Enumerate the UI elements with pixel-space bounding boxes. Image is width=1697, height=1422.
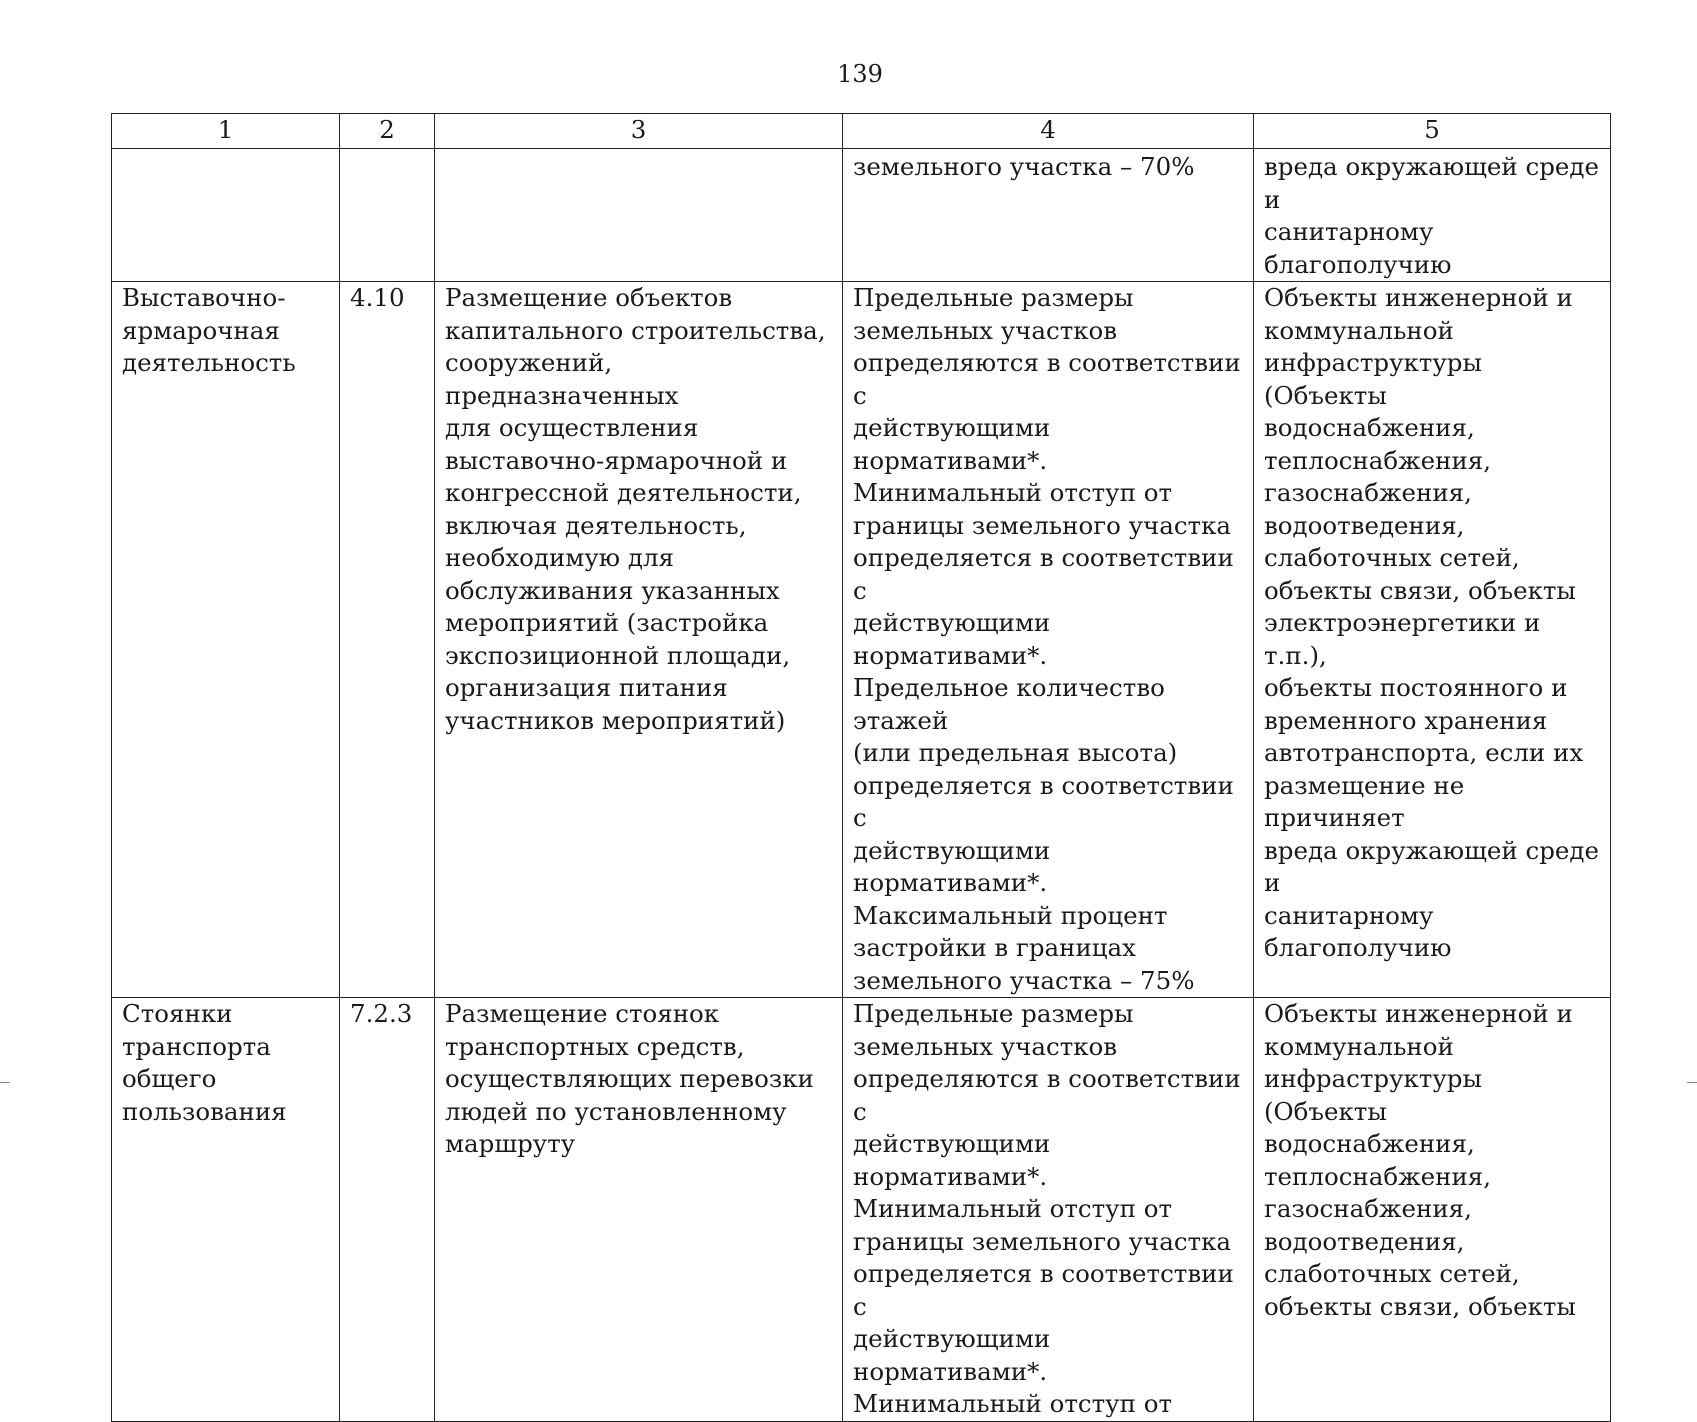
cell-use-description: Размещение объектов капитального строительства, сооружений, предназначенных для осуществления выставочно-ярмарочной и конгрессной деятельности, включая деятельность, необходимую для обслуживания указанных мероприятий (застройка экспозиционной площади, организация питания участников мероприятий)	[435, 282, 843, 998]
zoning-table	[111, 113, 1611, 1422]
table-row-exhibition	[112, 282, 1611, 998]
column-number-2: 2	[340, 114, 435, 149]
left-margin-mark	[0, 1082, 10, 1083]
cell-use-code	[340, 149, 435, 282]
column-number-header-row	[112, 114, 1611, 149]
column-number-4: 4	[843, 114, 1254, 149]
cell-auxiliary-objects: Объекты инженерной и коммунальной инфраструктуры (Объекты водоснабжения, теплоснабжения, газоснабжения, водоотведения, слаботочных сетей, объекты связи, объекты	[1254, 998, 1611, 1422]
cell-auxiliary-objects: Объекты инженерной и коммунальной инфраструктуры (Объекты водоснабжения, теплоснабжения, газоснабжения, водоотведения, слаботочных сетей, объекты связи, объекты электроэнергетики и т.п.), объекты постоянного и временного хранения автотранспорта, если их размещение не причиняет вреда окружающей среде и санитарному благополучию	[1254, 282, 1611, 998]
cell-limit-parameters: земельного участка – 70%	[843, 149, 1254, 282]
cell-use-code: 4.10	[340, 282, 435, 998]
cell-use-description: Размещение стоянок транспортных средств, осуществляющих перевозки людей по установленному маршруту	[435, 998, 843, 1422]
cell-use-code: 7.2.3	[340, 998, 435, 1422]
cell-use-description	[435, 149, 843, 282]
table-row-transport-parking	[112, 998, 1611, 1422]
column-number-1: 1	[112, 114, 340, 149]
column-number-3: 3	[435, 114, 843, 149]
table-row-continuation	[112, 149, 1611, 282]
cell-use-name: Стоянки транспорта общего пользования	[112, 998, 340, 1422]
right-margin-mark	[1687, 1082, 1697, 1083]
cell-limit-parameters: Предельные размеры земельных участков определяются в соответствии с действующими нормативами*. Минимальный отступ от границы земельного участка определяется в соответствии с действующими нормативами*. Предельное количество этажей (или предельная высота) определяется в соответствии с действующими нормативами*. Максимальный процент застройки в границах земельного участка – 75%	[843, 282, 1254, 998]
cell-use-name	[112, 149, 340, 282]
cell-limit-parameters: Предельные размеры земельных участков определяются в соответствии с действующими нормативами*. Минимальный отступ от границы земельного участка определяется в соответствии с действующими нормативами*. Минимальный отступ от	[843, 998, 1254, 1422]
column-number-5: 5	[1254, 114, 1611, 149]
page-number: 139	[837, 60, 883, 88]
cell-use-name: Выставочно- ярмарочная деятельность	[112, 282, 340, 998]
cell-auxiliary-objects: вреда окружающей среде и санитарному благополучию	[1254, 149, 1611, 282]
